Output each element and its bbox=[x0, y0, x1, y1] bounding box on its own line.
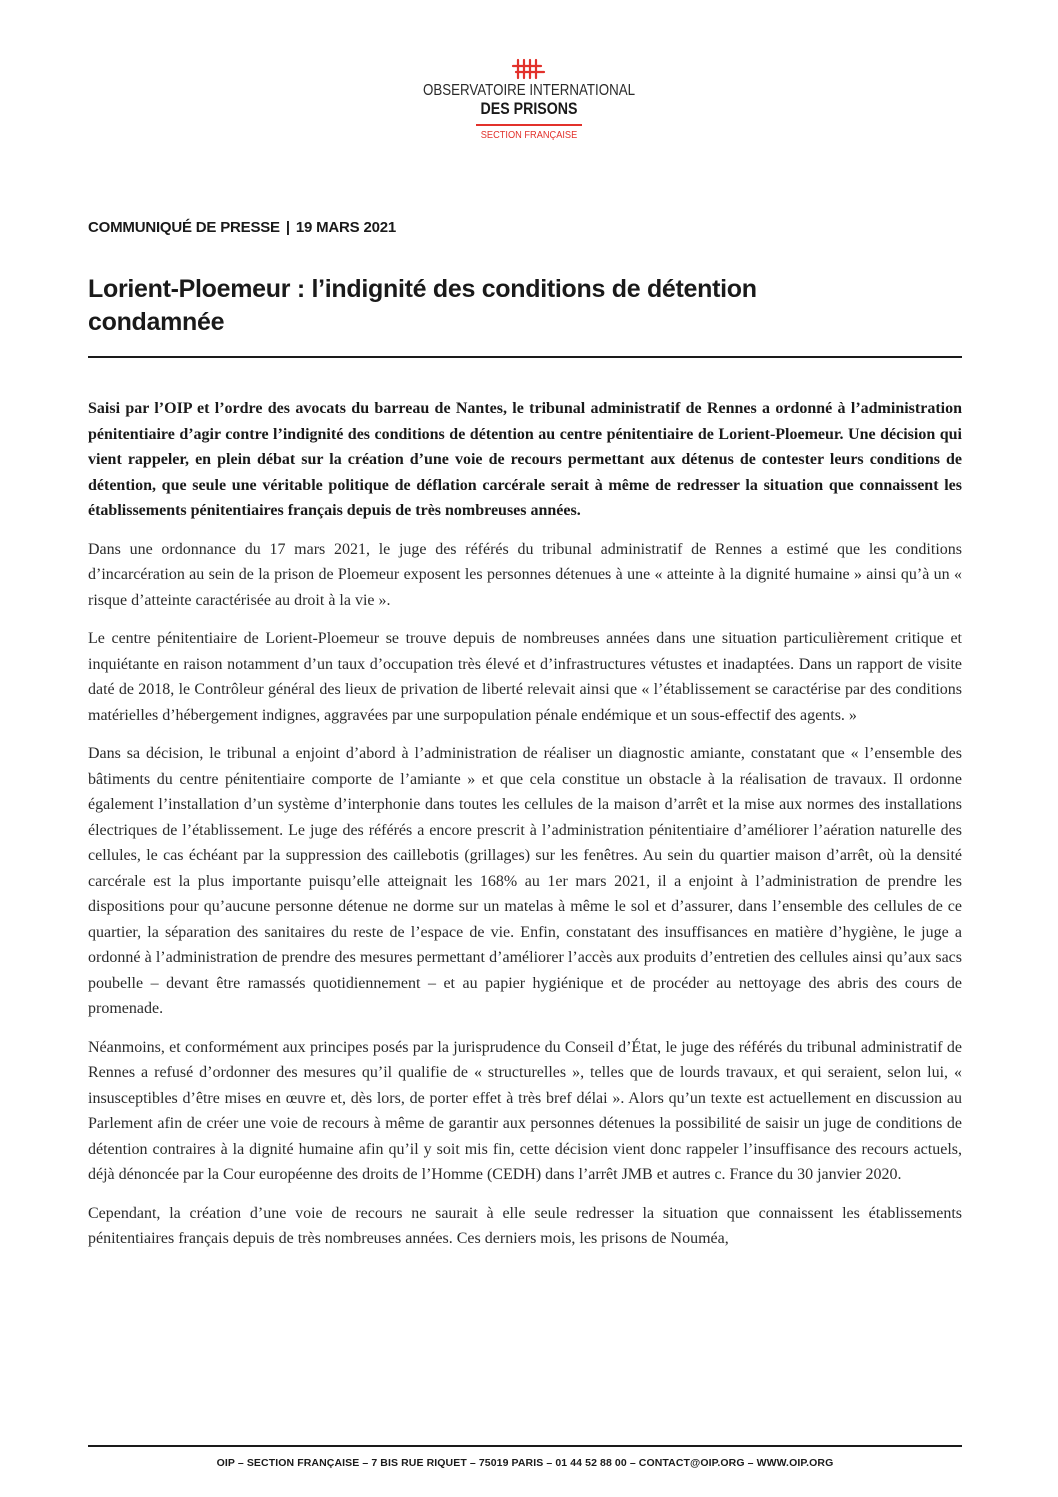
body-paragraph: Cependant, la création d’une voie de recours ne saurait à elle seule redresser la situation que connaissent les établissements pénitentiaires français depuis de très nombreuses années. Ces derniers mois, les prisons de Nouméa, bbox=[88, 1204, 962, 1247]
body-paragraph: Dans une ordonnance du 17 mars 2021, le juge des référés du tribunal administratif de Rennes a estimé que les conditions d’incarcération au sein de la prison de Ploemeur exposent les personnes détenues à une « atteinte à la dignité humaine » ainsi qu’à un « risque d’atteinte caractérisée au droit à la vie ». bbox=[88, 540, 962, 609]
article-body bbox=[88, 396, 962, 1265]
body-paragraph: Le centre pénitentiaire de Lorient-Ploemeur se trouve depuis de nombreuses années dans une situation particulièrement critique et inquiétante en raison notamment d’un taux d’occupation très élevé et d’infrastructures vétustes et inadaptées. Dans un rapport de visite daté de 2018, le Contrôleur général des lieux de privation de liberté relevait ainsi que « l’établissement se caractérise par des conditions matérielles d’hébergement indignes, aggravées par une surpopulation pénale endémique et un sous-effectif des agents. » bbox=[88, 630, 962, 724]
logo-line-2: DES PRISONS bbox=[480, 100, 578, 118]
title-line-2: condamnée bbox=[88, 308, 225, 336]
footer-divider bbox=[88, 1445, 962, 1447]
page-title bbox=[88, 273, 968, 339]
title-line-1: Lorient-Ploemeur : l’indignité des conditions de détention bbox=[88, 275, 757, 303]
title-divider bbox=[88, 356, 962, 358]
body-paragraph: Dans sa décision, le tribunal a enjoint d’abord à l’administration de réaliser un diagnostic amiante, constatant que « l’ensemble des bâtiments du centre pénitentiaire comporte de l’amiante » et que cela constitue un obstacle à la réalisation de travaux. Il ordonne également l’installation d’un système d’interphonie dans toutes les cellules de la maison d’arrêt et la mise aux normes des installations électriques de l’établissement. Le juge des référés a encore prescrit à l’administration pénitentiaire d’améliorer l’aération naturelle des cellules, le cas échéant par la suppression des caillebotis (grillages) sur les fenêtres. Au sein du quartier maison d’arrêt, où la densité carcérale est la plus importante puisqu’elle atteignait les 168% au 1er mars 2021, il a enjoint à l’administration de prendre les dispositions pour qu’aucune personne détenue ne dorme sur un matelas à même le sol et d’assurer, dans l’ensemble des cellules de ce quartier, la séparation des sanitaires du reste de l’espace de vie. Enfin, constatant des insuffisances en matière d’hygiène, le juge a ordonné à l’administration de prendre des mesures permettant d’améliorer l’accès aux produits d’entretien des cellules ainsi qu’aux sacs poubelle – devant être ramassés quotidiennement – et au papier hygiénique et de procéder au nettoyage des abris des cours de promenade. bbox=[88, 745, 962, 1017]
document-type: COMMUNIQUÉ DE PRESSE bbox=[88, 219, 280, 236]
oip-logo bbox=[0, 58, 1058, 142]
release-date: 19 MARS 2021 bbox=[295, 219, 397, 236]
logo-divider bbox=[476, 124, 582, 126]
logo-line-1: OBSERVATOIRE INTERNATIONAL bbox=[422, 82, 636, 99]
press-release-meta bbox=[88, 219, 396, 236]
logo-line-3: SECTION FRANÇAISE bbox=[480, 128, 578, 141]
body-paragraph: Néanmoins, et conformément aux principes posés par la jurisprudence du Conseil d’État, le juge des référés du tribunal administratif de Rennes a refusé d’ordonner des mesures qu’il qualifie de « structurelles », telles que de lourds travaux, et qui seraient, selon lui, « insusceptibles d’être mises en œuvre et, dès lors, de porter effet à très bref délai ». Alors qu’un texte est actuellement en discussion au Parlement afin de créer une voie de recours à même de garantir aux personnes détenues la possibilité de saisir un juge de conditions de détention contraires à la dignité humaine afin qu’il y soit mis fin, cette décision vient donc rappeler l’insuffisance des recours actuels, déjà dénoncée par la Cour européenne des droits de l’Homme (CEDH) dans l’arrêt JMB et autres c. France du 30 janvier 2020. bbox=[88, 1038, 962, 1183]
meta-separator: | bbox=[285, 219, 290, 236]
lead-paragraph: Saisi par l’OIP et l’ordre des avocats du barreau de Nantes, le tribunal administratif de Rennes a ordonné à l’administration pénitentiaire d’agir contre l’indignité des conditions de détention au centre pénitentiaire de Lorient-Ploemeur. Une décision qui vient rappeler, en plein débat sur la création d’une voie de recours permettant aux détenus de contester leurs conditions de détention, que seule une véritable politique de déflation carcérale serait à même de redresser la situation que connaissent les établissements pénitentiaires français depuis de très nombreuses années. bbox=[88, 400, 962, 519]
prison-bars-icon bbox=[511, 58, 547, 80]
footer-contact: OIP – SECTION FRANÇAISE – 7 BIS RUE RIQUET – 75019 PARIS – 01 44 52 88 00 – CONTACT@OIP.ORG – WWW.OIP.ORG bbox=[216, 1457, 834, 1469]
